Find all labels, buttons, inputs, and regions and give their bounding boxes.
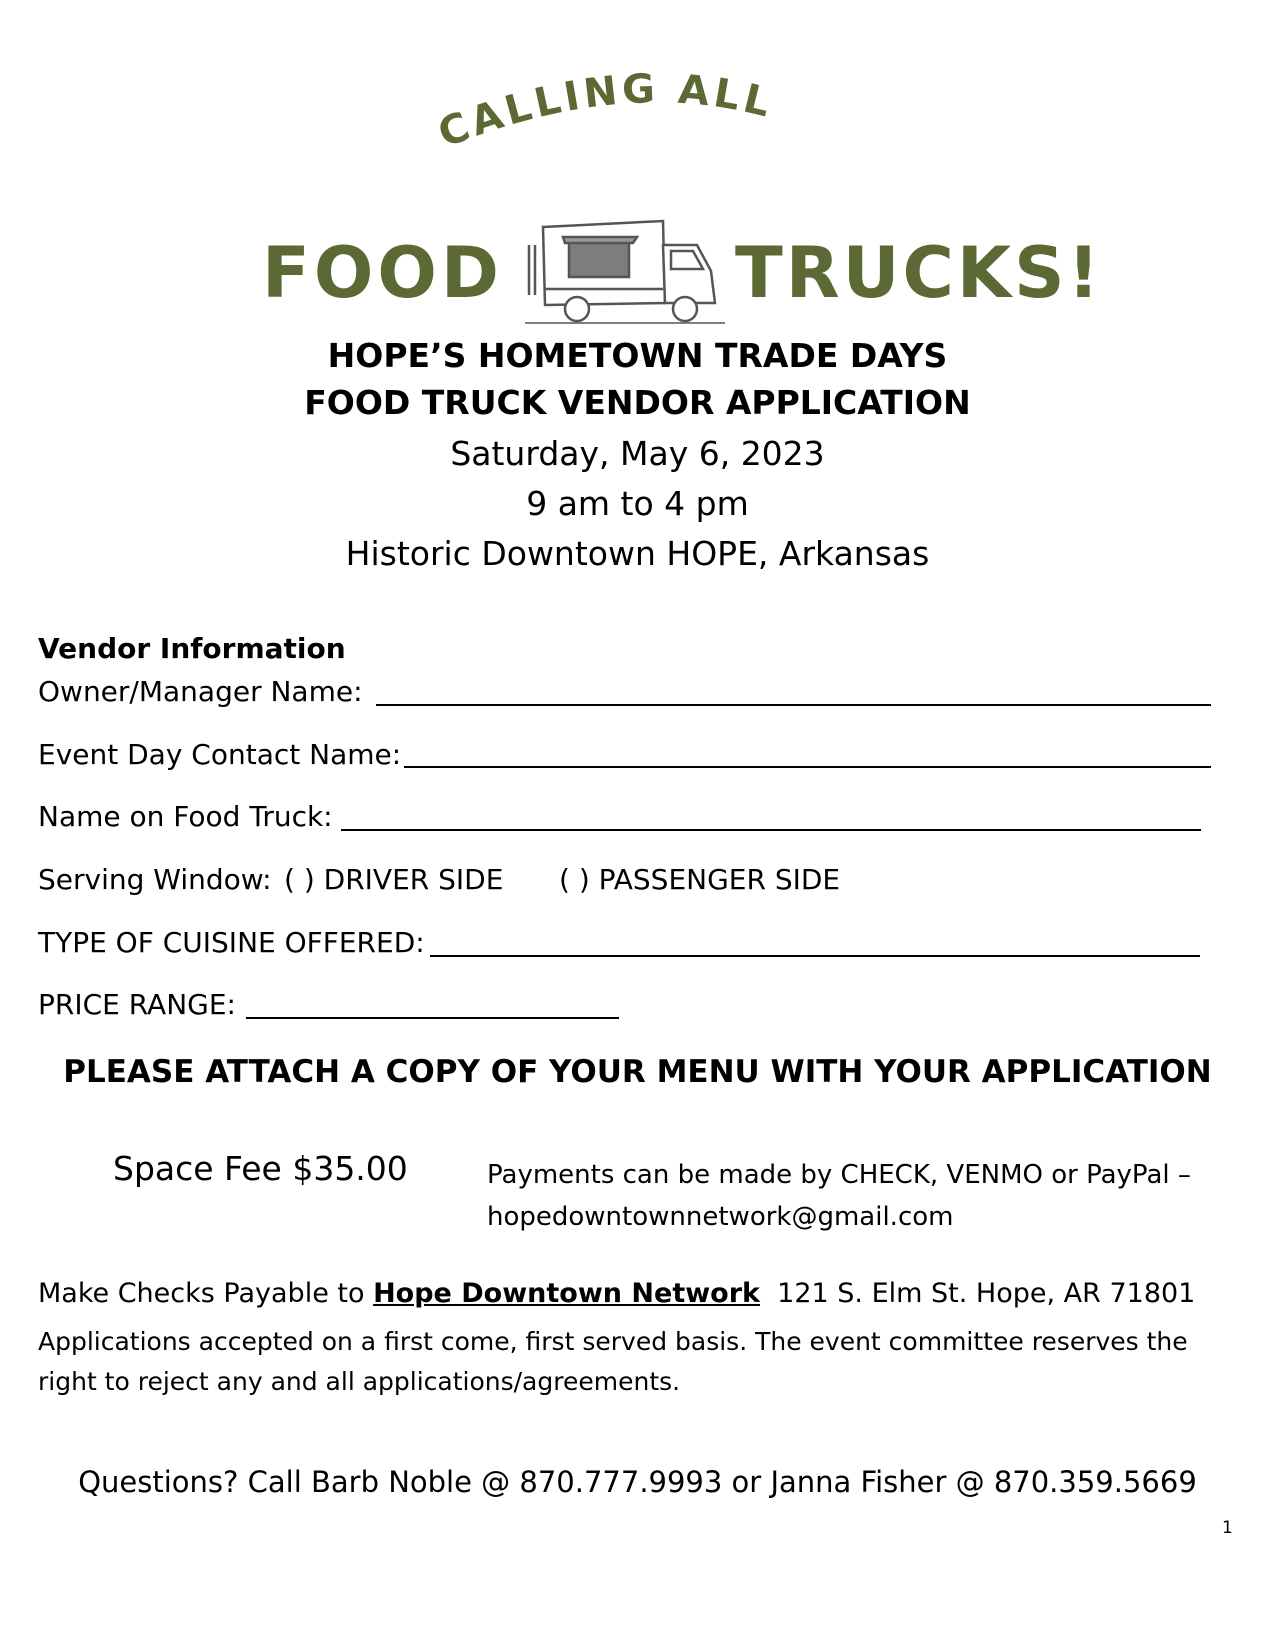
calling-all-text: CALLING ALL (432, 70, 779, 158)
price-range-label: PRICE RANGE: (38, 988, 236, 1021)
truck-name-label: Name on Food Truck: (38, 800, 333, 833)
price-range-field[interactable] (246, 1017, 619, 1019)
owner-manager-field[interactable] (376, 704, 1211, 706)
checks-payable-line (38, 1280, 1195, 1307)
applications-note: Applications accepted on a first come, first served basis. The event committee reserves the right to reject any and all applications/agreements. (38, 1327, 1188, 1396)
event-day-contact-field[interactable] (404, 766, 1211, 768)
owner-manager-label: Owner/Manager Name: (38, 675, 363, 708)
payment-email: hopedowntownnetwork@gmail.com (487, 1201, 954, 1232)
questions-contact: Questions? Call Barb Noble @ 870.777.9993 or Janna Fisher @ 870.359.5669 (78, 1465, 1197, 1499)
payment-methods: Payments can be made by CHECK, VENMO or PayPal – (487, 1160, 1191, 1190)
truck-name-field[interactable] (341, 829, 1201, 831)
event-location: Historic Downtown HOPE, Arkansas (345, 534, 930, 573)
logo-food-word: FOOD (262, 232, 503, 314)
calling-all-arc-text (240, 70, 1070, 170)
calling-all-food-trucks-logo (240, 70, 1103, 314)
payee-address: 121 S. Elm St. Hope, AR 71801 (760, 1278, 1196, 1309)
event-day-contact-label: Event Day Contact Name: (38, 738, 402, 771)
payment-info (487, 1155, 1191, 1238)
page-number: 1 (1222, 1518, 1233, 1538)
driver-side-option[interactable]: ( ) DRIVER SIDE (284, 863, 504, 896)
logo-trucks-word: TRUCKS! (735, 232, 1103, 314)
checks-prefix: Make Checks Payable to (38, 1278, 374, 1309)
serving-window-label: Serving Window: (38, 863, 272, 896)
event-time: 9 am to 4 pm (526, 484, 749, 523)
svg-text:CALLING ALL (432, 70, 778, 157)
payee-name: Hope Downtown Network (373, 1278, 760, 1309)
attach-menu-notice: PLEASE ATTACH A COPY OF YOUR MENU WITH YOUR APPLICATION (63, 1054, 1212, 1090)
cuisine-type-field[interactable] (430, 955, 1200, 957)
application-title: FOOD TRUCK VENDOR APPLICATION (304, 383, 971, 422)
vendor-information-heading: Vendor Information (38, 632, 346, 665)
food-truck-icon (525, 205, 725, 335)
passenger-side-option[interactable]: ( ) PASSENGER SIDE (559, 863, 841, 896)
event-title: HOPE’S HOMETOWN TRADE DAYS (327, 336, 948, 375)
event-date: Saturday, May 6, 2023 (450, 434, 825, 473)
space-fee: Space Fee $35.00 (113, 1149, 408, 1188)
cuisine-type-label: TYPE OF CUISINE OFFERED: (38, 926, 425, 959)
